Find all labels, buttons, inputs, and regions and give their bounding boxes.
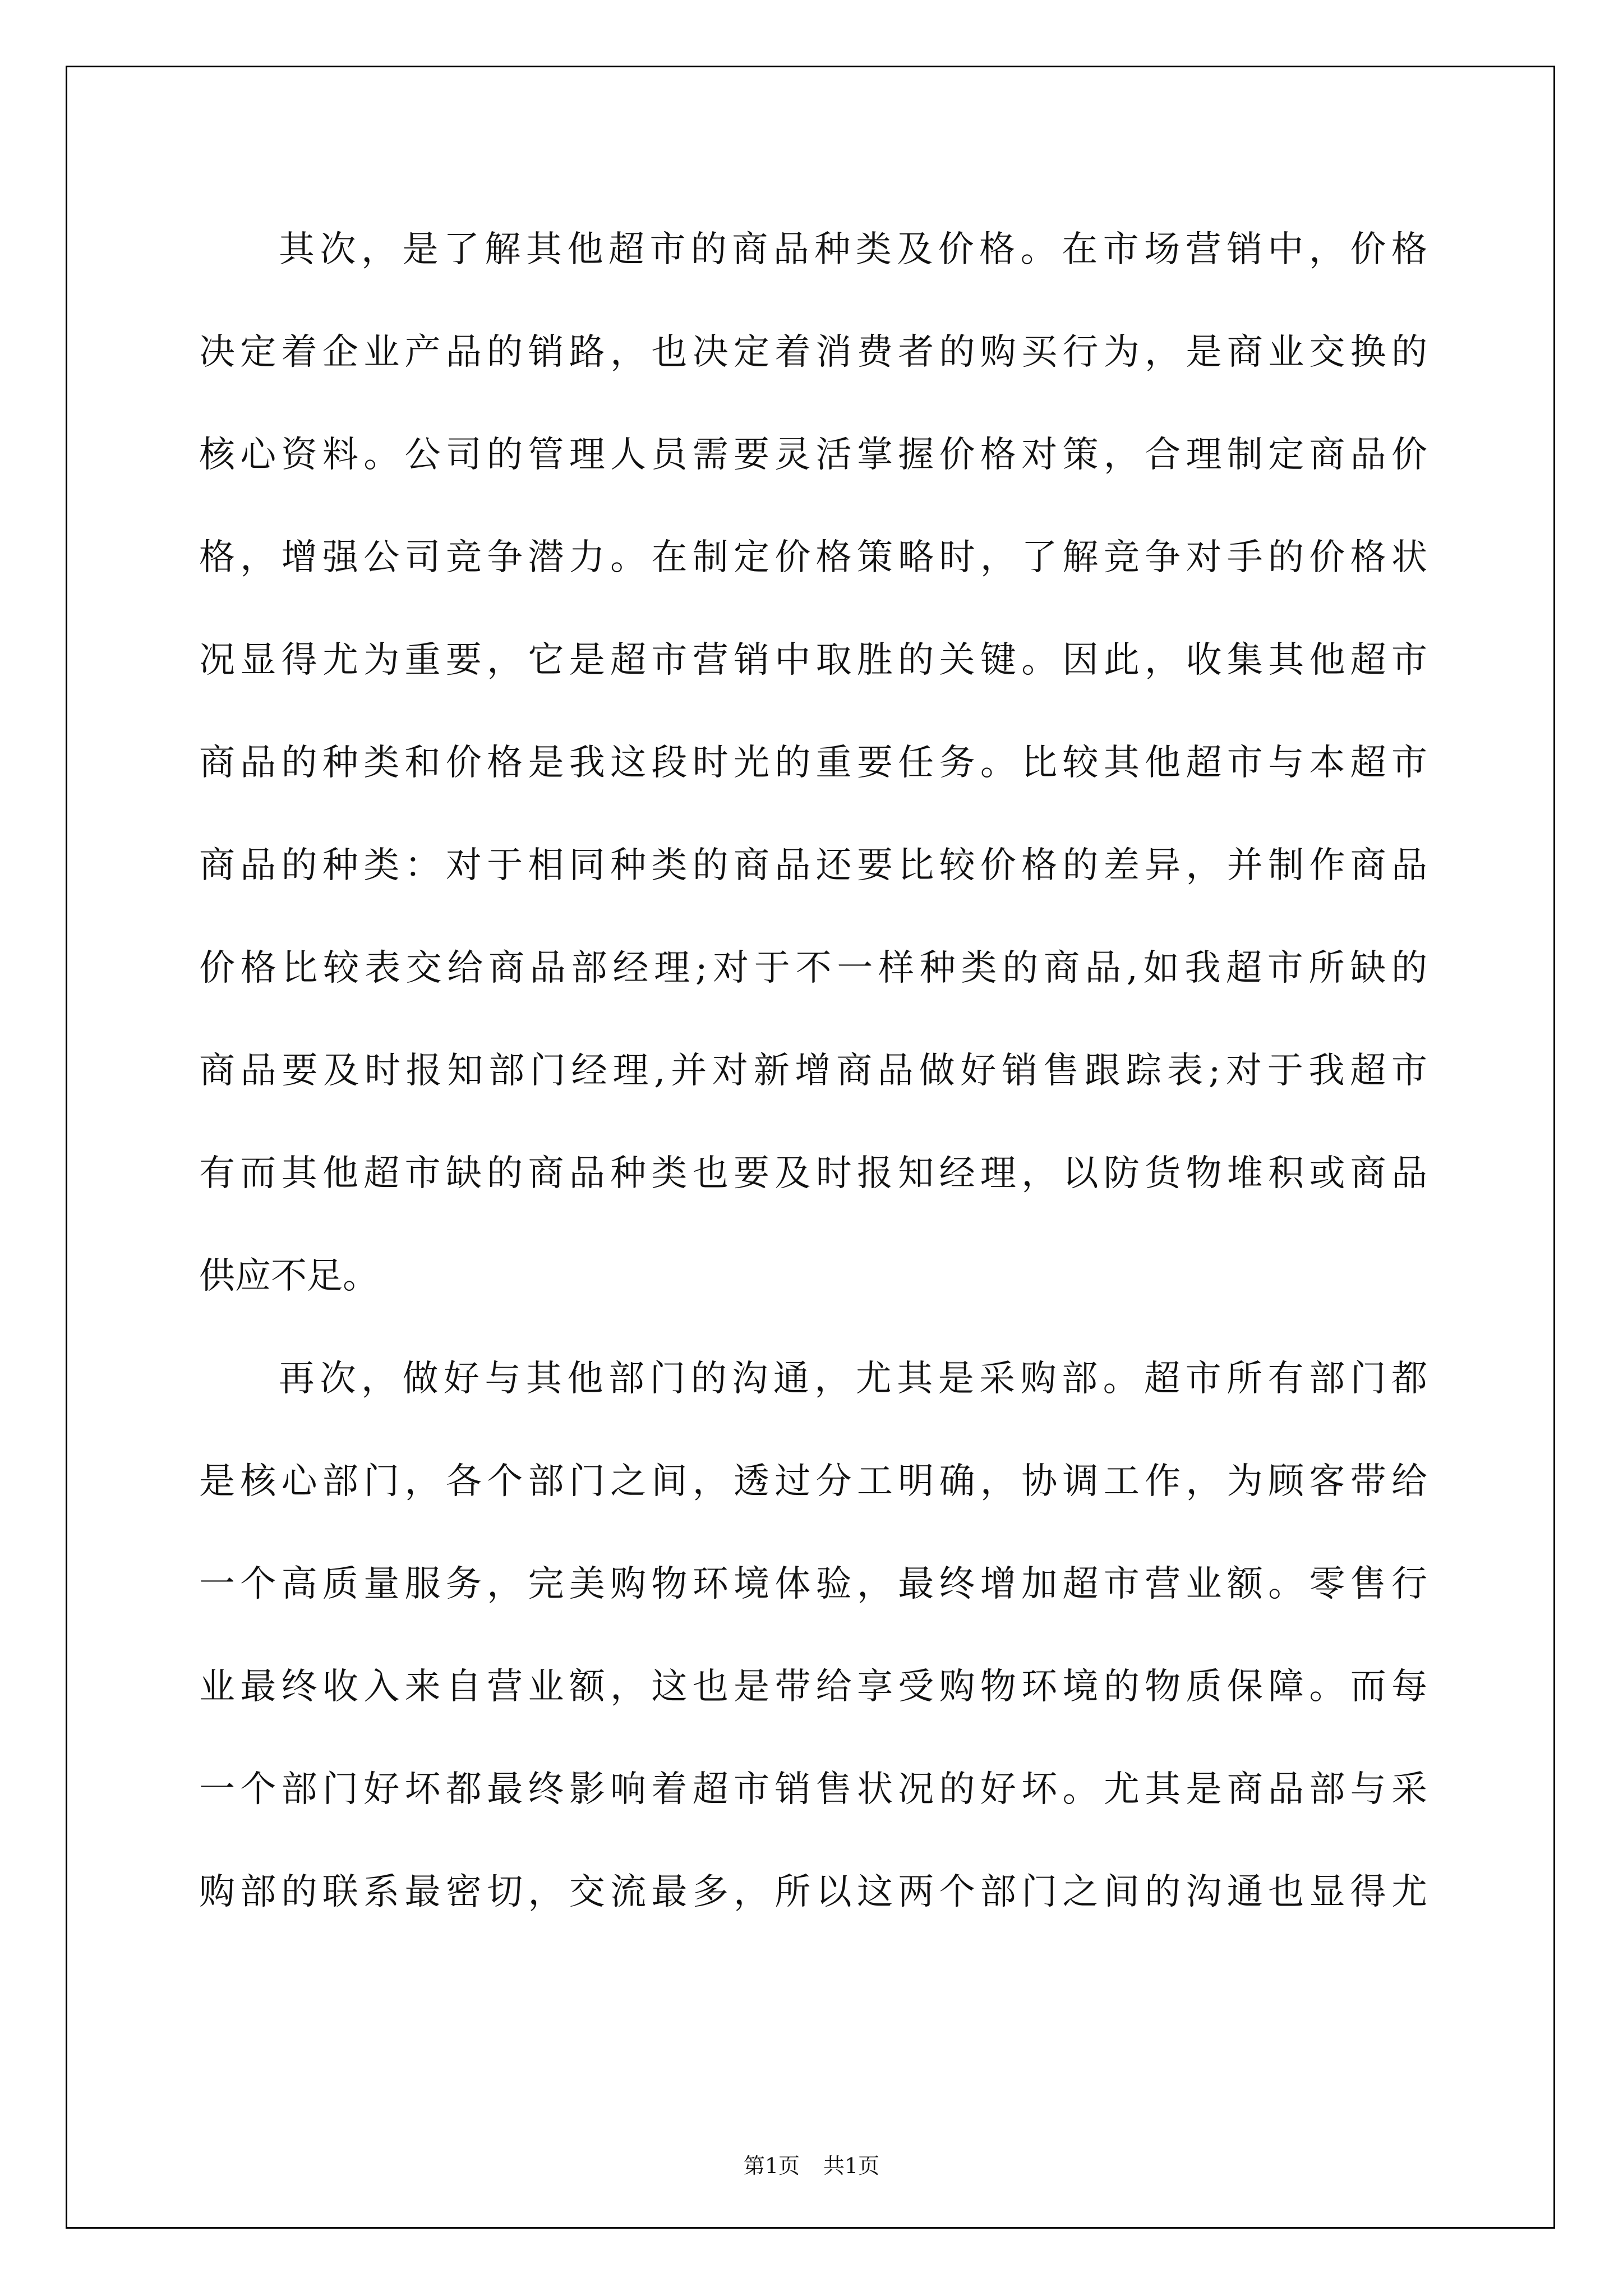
text-line: 购部的联系最密切，交流最多，所以这两个部门之间的沟通也显得尤 xyxy=(199,1871,1427,1913)
paragraph xyxy=(199,1342,1427,1958)
text-line: 一个高质量服务，完美购物环境体验，最终增加超市营业额。零售行 xyxy=(199,1563,1427,1605)
document-body xyxy=(199,213,1427,1958)
text-line: 有而其他超市缺的商品种类也要及时报知经理，以防货物堆积或商品 xyxy=(199,1153,1427,1194)
text-line: 商品的种类：对于相同种类的商品还要比较价格的差异，并制作商品 xyxy=(199,845,1427,886)
text-line: 一个部门好坏都最终影响着超市销售状况的好坏。尤其是商品部与采 xyxy=(199,1769,1427,1810)
page-number: 第1页 xyxy=(743,2154,800,2178)
text-line: 况显得尤为重要，它是超市营销中取胜的关键。因此，收集其他超市 xyxy=(199,639,1427,681)
paragraph xyxy=(199,213,1427,1342)
text-line: 决定着企业产品的销路，也决定着消费者的购买行为，是商业交换的 xyxy=(199,332,1427,373)
page-footer xyxy=(0,2148,1623,2179)
text-line: 核心资料。公司的管理人员需要灵活掌握价格对策，合理制定商品价 xyxy=(199,434,1427,476)
text-line: 其次，是了解其他超市的商品种类及价格。在市场营销中，价格 xyxy=(279,229,1427,270)
text-line: 再次，做好与其他部门的沟通，尤其是采购部。超市所有部门都 xyxy=(279,1358,1427,1400)
text-line: 格，增强公司竞争潜力。在制定价格策略时，了解竞争对手的价格状 xyxy=(199,537,1427,578)
text-line: 价格比较表交给商品部经理;对于不一样种类的商品,如我超市所缺的 xyxy=(199,947,1427,989)
text-line: 商品要及时报知部门经理,并对新增商品做好销售跟踪表;对于我超市 xyxy=(199,1050,1427,1092)
text-line: 商品的种类和价格是我这段时光的重要任务。比较其他超市与本超市 xyxy=(199,742,1427,784)
text-line: 供应不足。 xyxy=(199,1255,379,1297)
text-line: 业最终收入来自营业额，这也是带给享受购物环境的物质保障。而每 xyxy=(199,1666,1427,1708)
text-line: 是核心部门，各个部门之间，透过分工明确，协调工作，为顾客带给 xyxy=(199,1461,1427,1502)
page-total: 共1页 xyxy=(823,2154,880,2178)
